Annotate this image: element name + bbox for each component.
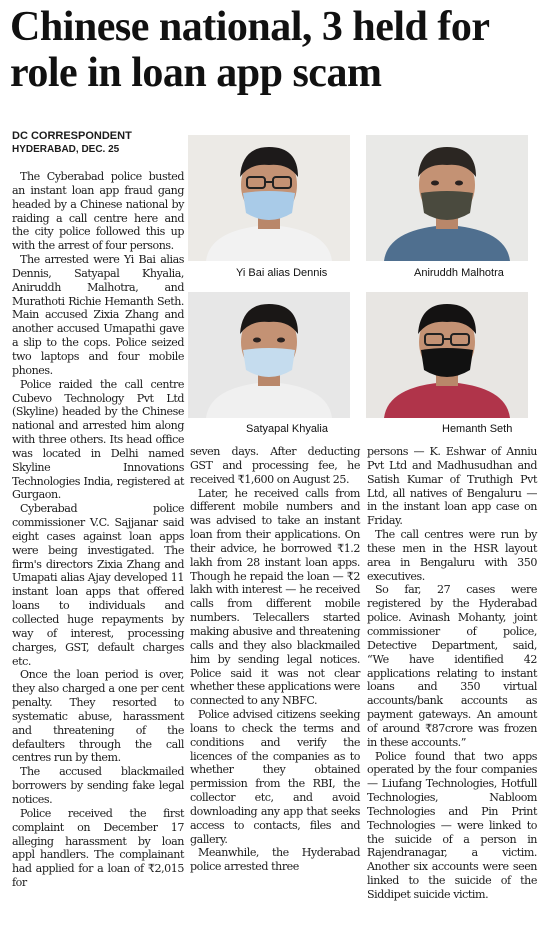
headline: Chinese national, 3 held for role in loan app scam	[10, 4, 489, 96]
article-paragraph: The accused blackmailed borrowers by sending fake legal notices.	[12, 765, 184, 806]
photo-yi-bai	[188, 135, 350, 261]
article-paragraph: Meanwhile, the Hyderabad police arrested three	[190, 846, 360, 874]
article-paragraph: So far, 27 cases were registered by the Hyderabad police. Avinash Mohanty, joint commissioner of police, Detective Department, said, “We have identified 42 applications relating to instant loans and 350 virtual accounts/bank accounts as payment gateways. An amount of around ₹87crore was frozen in these accounts.”	[367, 583, 537, 749]
article-paragraph: Cyberabad police commissioner V.C. Sajjanar said eight cases against loan apps were being investigated. The firm's directors Zixia Zhang and Umapati alias Ajay developed 11 instant loan apps that offered loans to individuals and collected huge repayments by way of interest, processing charges, GST, default charges etc.	[12, 502, 184, 668]
article-paragraph: Once the loan period is over, they also charged a one per cent penalty. They resorted to systematic abuse, harassment and threatening of the defaulters through the call centres run by them.	[12, 668, 184, 765]
photo-aniruddh-malhotra	[366, 135, 528, 261]
article-column-2	[190, 445, 360, 874]
article-paragraph: Police advised citizens seeking loans to check the terms and conditions and verify the licences of the companies as to whether they obtained permission from the RBI, the collector etc, and avoid downloading any app that seeks access to contacts, files and gallery.	[190, 708, 360, 846]
article-paragraph: Later, he received calls from different mobile numbers and was advised to take an instant loan from their applications. On their advice, he borrowed ₹1.2 lakh from 28 instant loan apps. Though he repaid the loan — ₹2 lakh with interest — he received calls from different mobile numbers. Telecallers started making abusive and threatening calls and they also blackmailed him by sending legal notices. Police said it was not clear whether these applications were connected to any NBFC.	[190, 486, 360, 708]
article-paragraph: The call centres were run by these men in the HSR layout area in Bengaluru with 350 executives.	[367, 528, 537, 583]
photo-caption: Aniruddh Malhotra	[414, 267, 504, 279]
photo-satyapal-khyalia	[188, 292, 350, 418]
article-column-3	[367, 445, 537, 902]
article-column-1	[12, 170, 184, 890]
portrait-image	[366, 292, 528, 418]
photo-hemanth-seth	[366, 292, 528, 418]
article-paragraph: The arrested were Yi Bai alias Dennis, Satyapal Khyalia, Aniruddh Malhotra, and Murathoti Richie Hemanth Seth. Main accused Zixia Zhang and another accused Umapathi gave a slip to the cops. Police seized two laptops and four mobile phones.	[12, 253, 184, 377]
photo-caption: Hemanth Seth	[442, 423, 513, 435]
byline	[12, 130, 182, 156]
article-paragraph: seven days. After deducting GST and processing fee, he received ₹1,600 on August 25.	[190, 445, 360, 486]
article-paragraph: The Cyberabad police busted an instant loan app fraud gang headed by a Chinese national by raiding a call centre here and the city police followed this up with the arrest of four persons.	[12, 170, 184, 253]
eye-shape	[455, 181, 463, 186]
portrait-image	[188, 135, 350, 261]
photo-caption: Yi Bai alias Dennis	[236, 267, 328, 279]
eye-shape	[253, 338, 261, 343]
portrait-image	[188, 292, 350, 418]
portrait-image	[366, 135, 528, 261]
byline-dateline: HYDERABAD, DEC. 25	[12, 144, 120, 155]
eye-shape	[431, 181, 439, 186]
article-paragraph: Police raided the call centre Cubevo Technology Pvt Ltd (Skyline) headed by the Chinese national and arrested him along with three others. Its head office was located in Delhi named Skyline Innovations Technologies India, registered at Gurgaon.	[12, 377, 184, 502]
article-paragraph: Police found that two apps operated by the four companies — Liufang Technologies, Hotfull Technologies, Nabloom Technologies and Pin Print Technologies — were linked to the suicide of a person in Rajendranagar, a victim. Another six accounts were seen linked to the suicide of the Siddipet suicide victim.	[367, 749, 537, 901]
photo-caption: Satyapal Khyalia	[246, 423, 328, 435]
eye-shape	[277, 338, 285, 343]
article-paragraph: Police received the first complaint on December 17 alleging harassment by loan appl handlers. The complainant had applied for a loan of ₹2,015 for	[12, 806, 184, 890]
byline-author: DC CORRESPONDENT	[12, 130, 132, 142]
article-paragraph: persons — K. Eshwar of Anniu Pvt Ltd and Madhusudhan and Satish Kumar of Truthigh Pvt Ltd, all natives of Bengaluru — in the instant loan app case on Friday.	[367, 445, 537, 528]
